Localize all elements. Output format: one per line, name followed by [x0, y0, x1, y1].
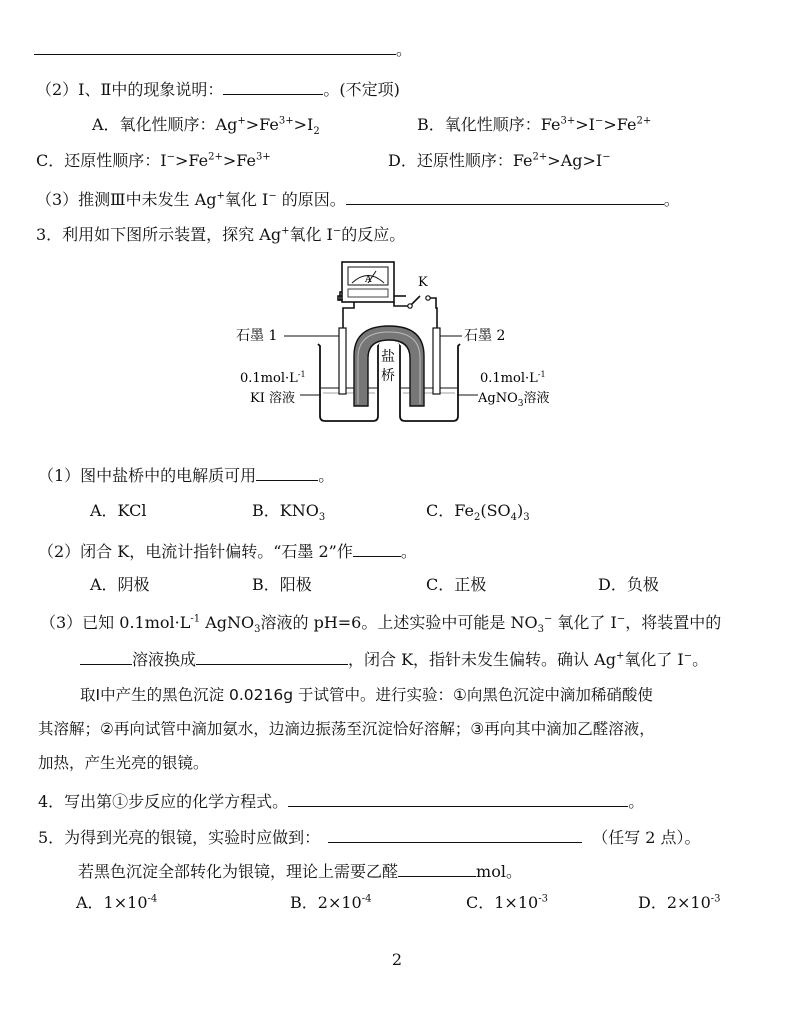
item-5-option-c[interactable]: C．$1\times 10^{-3}$ [466, 893, 548, 912]
subquestion-1-option-a[interactable]: A．KCl [90, 501, 147, 520]
answer-line-top [34, 36, 412, 61]
ammeter [342, 262, 394, 302]
item-3-stem: 3．利用如下图所示装置，探究 Ag+氧化 I−的反应。 [36, 225, 406, 244]
answer-blank[interactable] [34, 36, 396, 55]
option-c[interactable]: C．还原性顺序：$I^->Fe^{2+}>Fe^{3+}$ [36, 151, 271, 170]
subquestion-2-option-a[interactable]: A．阴极 [90, 575, 150, 594]
left-concentration-label: $0.1mol\cdot L^{-1}$ [240, 370, 306, 386]
answer-blank[interactable] [223, 76, 323, 95]
right-beaker [398, 344, 460, 421]
salt-bridge [354, 326, 424, 406]
wire-right [394, 296, 437, 330]
subquestion-2-option-b[interactable]: B．阳极 [252, 575, 312, 594]
item-5-option-b[interactable]: B．$2\times 10^{-4}$ [290, 893, 372, 912]
experiment-paragraph-line-2: 其溶解；②再向试管中滴加氨水，边滴边振荡至沉淀恰好溶解；③再向其中滴加乙醛溶液， [38, 720, 655, 738]
period: 。 [396, 40, 413, 59]
subquestion-3-line-2: 溶液换成 ，闭合 K，指针未发生偏转。确认 Ag+氧化了 I−。 [80, 646, 708, 671]
subquestion-2-stem: （2）闭合 K，电流计指针偏转。“石墨 2”作 。 [38, 538, 417, 563]
subquestion-2-option-d[interactable]: D．负极 [598, 575, 659, 594]
answer-blank[interactable] [398, 858, 476, 877]
right-concentration-label: $0.1mol\cdot L^{-1}$ [480, 370, 546, 386]
answer-blank[interactable] [256, 462, 318, 481]
answer-blank[interactable] [328, 824, 582, 843]
electrochemical-cell-diagram [230, 256, 570, 426]
answer-blank[interactable] [196, 646, 348, 665]
page-number: 2 [391, 950, 403, 969]
switch-label: K [418, 275, 428, 290]
answer-blank[interactable] [346, 186, 664, 205]
graphite-electrode-1 [339, 328, 346, 394]
subquestion-1-option-c[interactable]: C．$Fe_2(SO_4)_3$ [426, 501, 530, 524]
subquestion-3-line-1: （3）已知 $0.1mol\cdot L^{-1}$ AgNO$_3$溶液的 pH=6。上述实验中可能是 $NO_3^-$ 氧化了 I−，将装置中的 [40, 613, 722, 636]
answer-blank[interactable] [288, 788, 628, 807]
item-4-stem: 4．写出第①步反应的化学方程式。 。 [38, 788, 644, 813]
graphite-2-label: 石墨 2 [464, 328, 506, 344]
option-d[interactable]: D．还原性顺序：$Fe^{2+}>Ag>I^-$ [388, 151, 611, 170]
subquestion-2-option-c[interactable]: C．正极 [426, 575, 487, 594]
answer-blank[interactable] [353, 538, 401, 557]
subquestion-1-option-b[interactable]: B．$KNO_3$ [252, 501, 326, 524]
left-solution-label: KI 溶液 [250, 391, 295, 406]
subquestion-1-stem: （1）图中盐桥中的电解质可用 。 [38, 462, 334, 487]
item-5-stem: 5．为得到光亮的银镜，实验时应做到： （任写 2 点）。 [38, 824, 701, 849]
experiment-paragraph-line-3: 加热，产生光亮的银镜。 [38, 754, 209, 772]
right-solution-label: AgNO$_3$溶液 [478, 391, 550, 409]
switch-k[interactable] [408, 275, 430, 308]
item-5-option-a[interactable]: A．$1\times 10^{-4}$ [76, 893, 158, 912]
option-b[interactable]: B．氧化性顺序：$Fe^{3+}>I^->Fe^{2+}$ [417, 115, 652, 134]
item-5-line-2: 若黑色沉淀全部转化为银镜，理论上需要乙醛 mol。 [78, 858, 522, 883]
graphite-electrode-2 [433, 328, 440, 394]
question-3-reason: （3）推测Ⅲ中未发生 Ag+氧化 I− 的原因。 。 [36, 186, 680, 211]
salt-bridge-label-1: 盐 [381, 349, 395, 365]
question-2-stem: （2）Ⅰ、Ⅱ中的现象说明： 。(不定项) [36, 76, 400, 101]
experiment-paragraph-line-1: 取Ⅰ中产生的黑色沉淀 0.0216g 于试管中。进行实验：①向黑色沉淀中滴加稀硝酸使 [80, 686, 653, 704]
graphite-1-label: 石墨 1 [236, 328, 278, 344]
ammeter-label: A [365, 275, 372, 285]
wire-left [343, 302, 354, 330]
item-5-option-d[interactable]: D．$2\times 10^{-3}$ [638, 893, 721, 912]
answer-blank[interactable] [80, 646, 132, 665]
option-a[interactable]: A．氧化性顺序：$Ag^+>Fe^{3+}>I_2$ [92, 115, 320, 138]
salt-bridge-label-2: 桥 [381, 368, 395, 384]
left-beaker [318, 344, 380, 421]
